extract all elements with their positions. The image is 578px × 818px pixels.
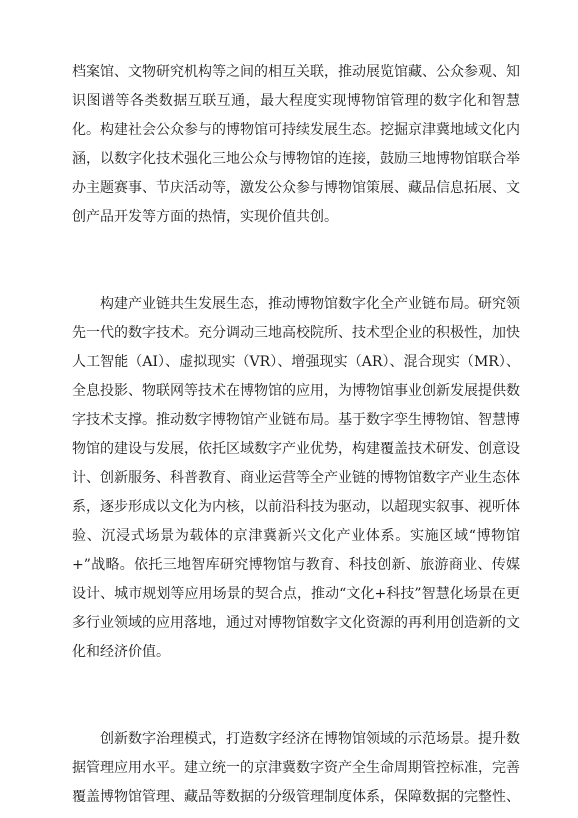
paragraph-spacer bbox=[72, 232, 520, 290]
paragraph-1: 档案馆、文物研究机构等之间的相互关联，推动展览馆藏、公众参观、知识图谱等各类数据互联互通，最大程度实现博物馆管理的数字化和智慧化。构建社会公众参与的博物馆可持续发展生态。挖掘京津冀地域文化内涵，以数字化技术强化三地公众与博物馆的连接，鼓励三地博物馆联合举办主题赛事、节庆活动等，激发公众参与博物馆策展、藏品信息拓展、文创产品开发等方面的热情，实现价值共创。 bbox=[72, 64, 520, 225]
paragraph-2: 构建产业链共生发展生态，推动博物馆数字化全产业链布局。研究领先一代的数字技术。充分调动三地高校院所、技术型企业的积极性，加快人工智能（AI）、虚拟现实（VR）、增强现实（AR）、混合现实（MR）、全息投影、物联网等技术在博物馆的应用，为博物馆事业创新发展提供数字技术支撑。推动数字博物馆产业链布局。基于数字孪生博物馆、智慧博物馆的建设与发展，依托区域数字产业优势，构建覆盖技术研发、创意设计、创新服务、科普教育、商业运营等全产业链的博物馆数字产业生态体系，逐步形成以文化为内核，以前沿科技为驱动，以超现实叙事、视听体验、沉浸式场景为载体的京津冀新兴文化产业体系。实施区域“博物馆+”战略。依托三地智库研究博物馆与教育、科技创新、旅游商业、传媒设计、城市规划等应用场景的契合点，推动“文化+科技”智慧化场景在更多行业领域的应用落地，通过对博物馆数字文化资源的再利用创造新的文化和经济价值。 bbox=[72, 296, 520, 660]
paragraph-spacer bbox=[72, 667, 520, 725]
paragraph-3: 创新数字治理模式，打造数字经济在博物馆领域的示范场景。提升数据管理应用水平。建立统一的京津冀数字资产全生命周期管控标准，完善覆盖博物馆管理、藏品等数据的分级管理制度体系，保障数据的完整性、 bbox=[72, 731, 520, 805]
